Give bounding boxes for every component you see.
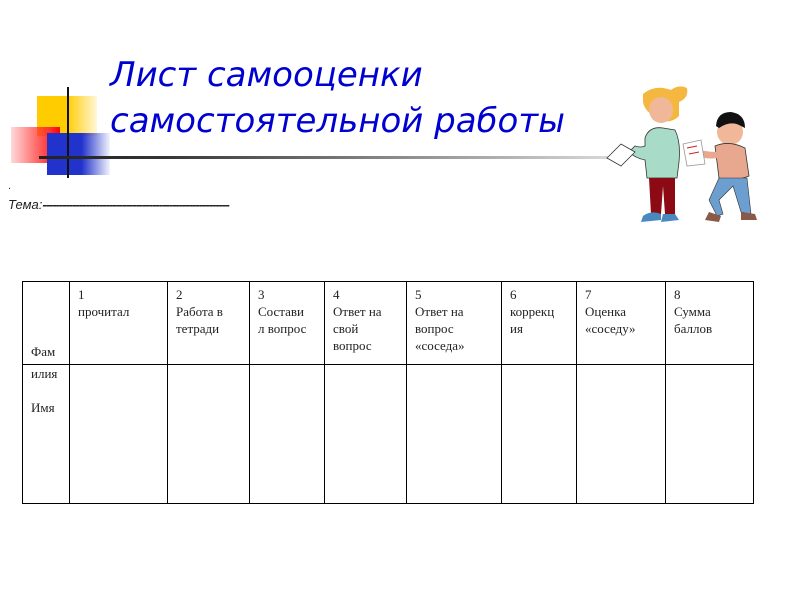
column-header-2: [168, 282, 250, 365]
spacer: [31, 382, 61, 399]
column-header-3: [250, 282, 325, 365]
score-cell-4[interactable]: [325, 365, 407, 504]
title-line-2: самостоятельной работы: [110, 101, 565, 141]
score-cell-6[interactable]: [502, 365, 577, 504]
column-header-1: [70, 282, 168, 365]
column-label: тетради: [176, 321, 220, 336]
name-header-cell: [23, 282, 70, 365]
column-label: «соседу»: [585, 321, 636, 336]
column-label: Ответ на: [415, 304, 464, 319]
column-label: баллов: [674, 321, 713, 336]
title-underline-decoration: [39, 156, 624, 159]
column-header-6: [502, 282, 577, 365]
column-header-7: [577, 282, 666, 365]
column-label: вопрос: [333, 338, 372, 353]
name-header-line3: Имя: [31, 400, 55, 415]
column-label: Работа в: [176, 304, 223, 319]
column-number: 8: [674, 287, 681, 302]
column-label: «соседа»: [415, 338, 465, 353]
column-header-8: [666, 282, 754, 365]
topic-label: Тема:: [8, 197, 43, 212]
column-header-4: [325, 282, 407, 365]
column-label: свой: [333, 321, 359, 336]
table-header-row: [23, 282, 754, 365]
column-label: прочитал: [78, 304, 130, 319]
name-header-line2: илия: [31, 366, 58, 381]
topic-line: [8, 197, 229, 212]
vertical-line-decoration: [67, 87, 69, 178]
column-label: л вопрос: [258, 321, 307, 336]
column-number: 5: [415, 287, 422, 302]
score-cell-7[interactable]: [577, 365, 666, 504]
column-label: Состави: [258, 304, 304, 319]
column-number: 2: [176, 287, 183, 302]
self-assessment-table: [22, 281, 754, 504]
bullet-dot: .: [8, 180, 12, 192]
column-number: 7: [585, 287, 592, 302]
column-label: коррекц: [510, 304, 555, 319]
topic-blank-dashes: --------------------------------------------------------: [42, 197, 229, 212]
column-number: 6: [510, 287, 517, 302]
score-cell-5[interactable]: [407, 365, 502, 504]
score-cell-2[interactable]: [168, 365, 250, 504]
column-label: Оценка: [585, 304, 626, 319]
column-header-5: [407, 282, 502, 365]
column-number: 4: [333, 287, 340, 302]
score-cell-1[interactable]: [70, 365, 168, 504]
column-number: 1: [78, 287, 85, 302]
slide-title: [110, 52, 565, 144]
title-line-1: Лист самооценки: [110, 55, 423, 95]
blue-square-decoration: [47, 133, 110, 175]
column-number: 3: [258, 287, 265, 302]
name-header-line1: Фам: [31, 344, 56, 359]
column-label: Ответ на: [333, 304, 382, 319]
children-clipart-icon: [605, 82, 775, 227]
score-cell-8[interactable]: [666, 365, 754, 504]
column-label: вопрос: [415, 321, 454, 336]
table-row: [23, 365, 754, 504]
score-cell-3[interactable]: [250, 365, 325, 504]
column-label: Сумма: [674, 304, 711, 319]
column-label: ия: [510, 321, 523, 336]
name-cell[interactable]: [23, 365, 70, 504]
